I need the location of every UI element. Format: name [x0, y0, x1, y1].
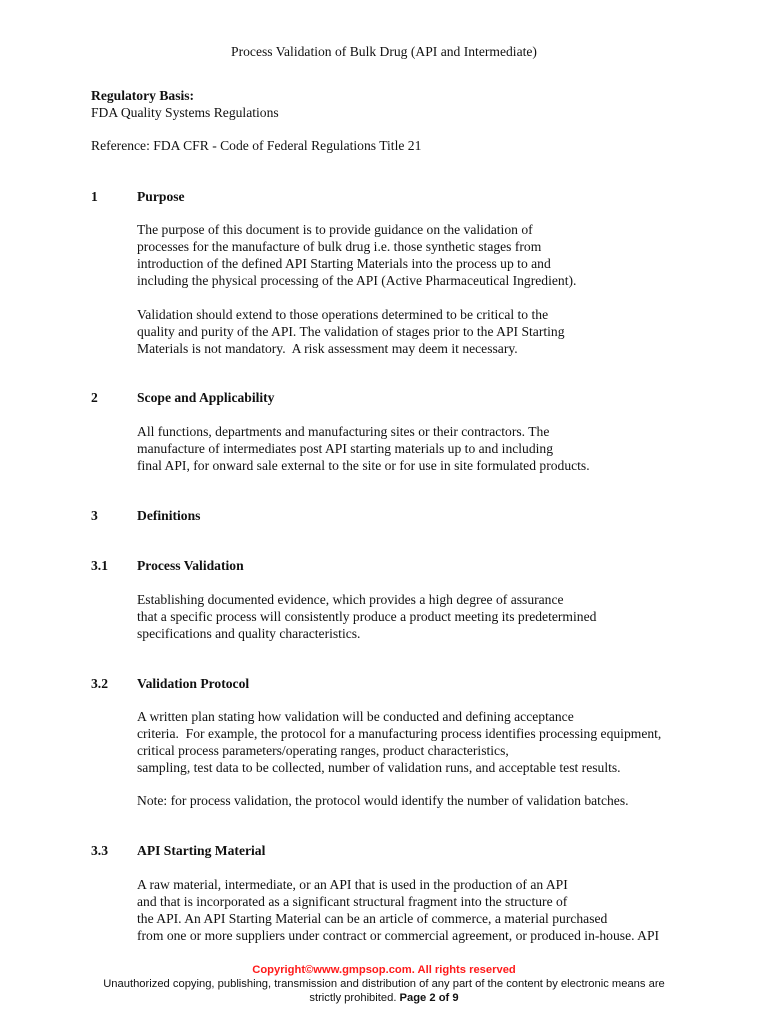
section-number: 2 — [91, 390, 98, 405]
paragraph-line: and that is incorporated as a significant structural fragment into the structure of — [137, 894, 568, 909]
regulatory-basis-value: FDA Quality Systems Regulations — [91, 105, 279, 120]
section-heading-purpose: Purpose — [137, 189, 185, 204]
paragraph-line: specifications and quality characteristics. — [137, 626, 361, 641]
paragraph-line: A written plan stating how validation will be conducted and defining acceptance — [137, 709, 574, 724]
paragraph-line: manufacture of intermediates post API starting materials up to and including — [137, 441, 554, 456]
paragraph-line: Note: for process validation, the protocol would identify the number of validation batches. — [137, 793, 629, 808]
paragraph-line: that a specific process will consistently produce a product meeting its predetermined — [137, 609, 597, 624]
paragraph-line: Establishing documented evidence, which provides a high degree of assurance — [137, 592, 564, 607]
paragraph-line: from one or more suppliers under contract or commercial agreement, or produced in-house. API — [137, 928, 660, 943]
restriction-text: strictly prohibited. — [309, 992, 400, 1004]
copyright-notice: Copyright©www.gmpsop.com. All rights reserved — [252, 964, 516, 976]
section-number: 3.2 — [91, 676, 108, 691]
section-heading-scope: Scope and Applicability — [137, 390, 275, 405]
regulatory-basis-label: Regulatory Basis: — [91, 88, 195, 103]
paragraph-line: A raw material, intermediate, or an API that is used in the production of an API — [137, 877, 568, 892]
reference-line: Reference: FDA CFR - Code of Federal Regulations Title 21 — [91, 138, 422, 153]
section-number: 3.3 — [91, 843, 108, 858]
section-heading-validation-protocol: Validation Protocol — [137, 676, 250, 691]
paragraph-line: The purpose of this document is to provide guidance on the validation of — [137, 222, 533, 237]
paragraph-line: sampling, test data to be collected, number of validation runs, and acceptable test results. — [137, 760, 621, 775]
paragraph-line: including the physical processing of the API (Active Pharmaceutical Ingredient). — [137, 273, 577, 288]
section-heading-api-starting-material: API Starting Material — [137, 843, 266, 858]
paragraph-line: Validation should extend to those operations determined to be critical to the — [137, 307, 549, 322]
section-number: 3.1 — [91, 558, 108, 573]
paragraph-line: processes for the manufacture of bulk drug i.e. those synthetic stages from — [137, 239, 542, 254]
paragraph-line: All functions, departments and manufacturing sites or their contractors. The — [137, 424, 550, 439]
section-number: 1 — [91, 189, 98, 204]
section-heading-process-validation: Process Validation — [137, 558, 244, 573]
document-title: Process Validation of Bulk Drug (API and Intermediate) — [231, 44, 537, 59]
paragraph-line: introduction of the defined API Starting Materials into the process up to and — [137, 256, 551, 271]
paragraph-line: quality and purity of the API. The validation of stages prior to the API Starting — [137, 324, 565, 339]
paragraph-line: the API. An API Starting Material can be an article of commerce, a material purchased — [137, 911, 608, 926]
paragraph-line: final API, for onward sale external to the site or for use in site formulated products. — [137, 458, 590, 473]
paragraph-line: Materials is not mandatory. A risk assessment may deem it necessary. — [137, 341, 518, 356]
copy-restriction-notice-cont — [0, 991, 768, 1005]
section-heading-definitions: Definitions — [137, 508, 201, 523]
paragraph-line: criteria. For example, the protocol for a manufacturing process identifies processing equipment, — [137, 726, 662, 741]
section-number: 3 — [91, 508, 98, 523]
page-number: Page 2 of 9 — [399, 992, 459, 1004]
paragraph-line: critical process parameters/operating ranges, product characteristics, — [137, 743, 509, 758]
copy-restriction-notice: Unauthorized copying, publishing, transmission and distribution of any part of the content by electronic means are — [103, 978, 665, 990]
